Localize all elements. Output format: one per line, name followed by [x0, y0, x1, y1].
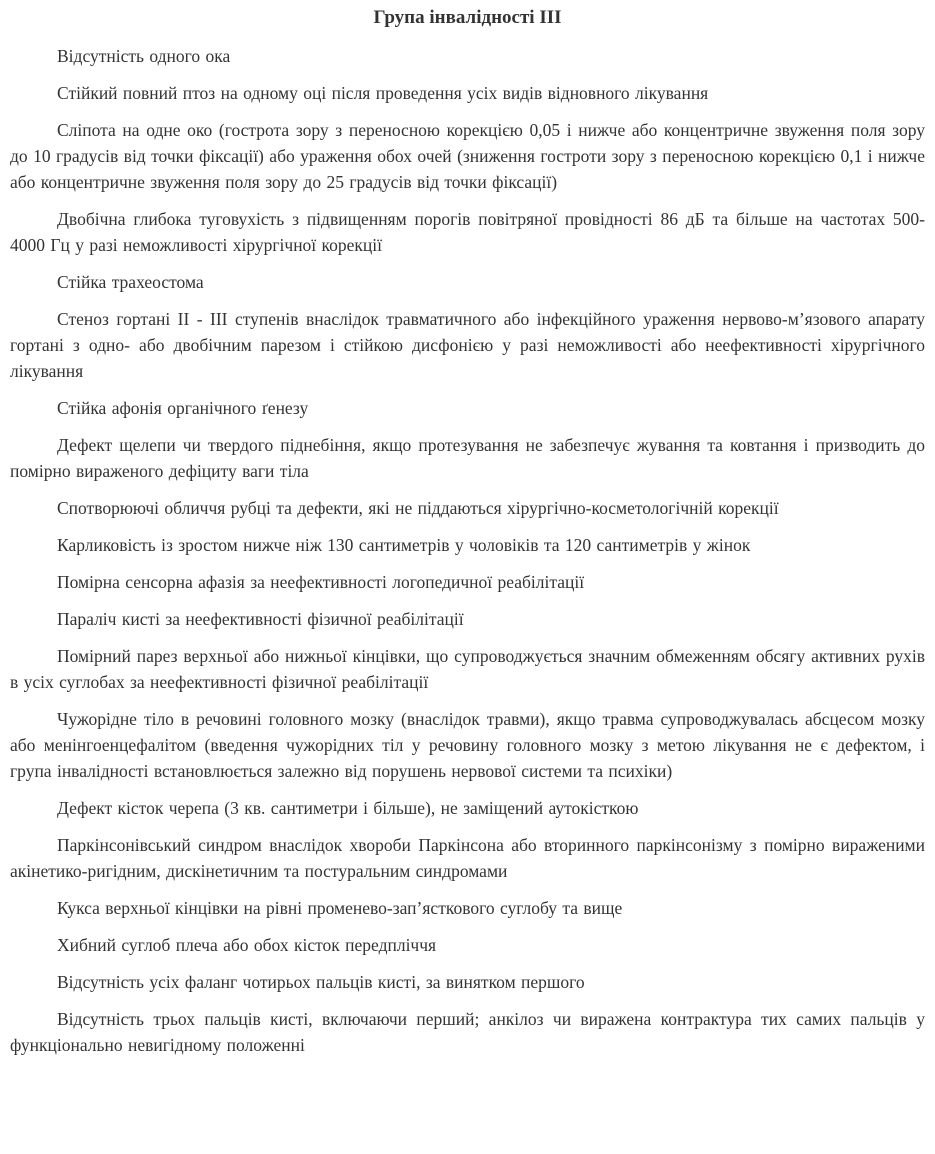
paragraph-parkinsonian-syndrome: Паркінсонівський синдром внаслідок хвороби Паркінсона або вторинного паркінсонізму з помірно вираженими акінетико-ригідним, дискінетичним та постуральним синдромами	[10, 835, 925, 881]
paragraph-persistent-aphonia: Стійка афонія органічного ґенезу	[57, 398, 309, 418]
document-title: Група інвалідності III	[373, 7, 562, 28]
paragraph-absence-of-one-eye: Відсутність одного ока	[57, 46, 231, 66]
paragraph-persistent-ptosis: Стійкий повний птоз на одному оці після проведення усіх видів відновного лікування	[57, 83, 709, 103]
paragraph-moderate-paresis: Помірний парез верхньої або нижньої кінцівки, що супроводжується значним обмеженням обсягу активних рухів в усіх суглобах за неефективності фізичної реабілітації	[10, 646, 925, 692]
paragraph-false-joint: Хибний суглоб плеча або обох кісток передпліччя	[57, 935, 437, 955]
paragraph-dwarfism: Карликовість із зростом нижче ніж 130 сантиметрів у чоловіків та 120 сантиметрів у жінок	[57, 535, 751, 555]
paragraph-upper-limb-stump: Кукса верхньої кінцівки на рівні променево-зап’ясткового суглобу та вище	[57, 898, 623, 918]
paragraph-absence-phalanges: Відсутність усіх фаланг чотирьох пальців кисті, за винятком першого	[57, 972, 585, 992]
paragraph-sensory-aphasia: Помірна сенсорна афазія за неефективності логопедичної реабілітації	[57, 572, 585, 592]
paragraph-skull-bone-defect: Дефект кісток черепа (3 кв. сантиметри і більше), не заміщений аутокісткою	[57, 798, 639, 818]
paragraph-foreign-body-brain: Чужорідне тіло в речовині головного мозку (внаслідок травми), якщо травма супроводжувалась абсцесом мозку або менінгоенцефалітом (введення чужорідних тіл у речовину головного мозку з метою лікування не є дефектом, і група інвалідності встановлюється залежно від порушень нервової системи та психіки)	[10, 709, 925, 781]
paragraph-absence-three-fingers: Відсутність трьох пальців кисті, включаючи перший; анкілоз чи виражена контрактура тих самих пальців у функціонально невигідному положенні	[10, 1009, 925, 1055]
paragraph-disfiguring-scars: Спотворюючі обличчя рубці та дефекти, які не піддаються хірургічно-косметологічній корекції	[57, 498, 779, 518]
paragraph-hand-paralysis: Параліч кисті за неефективності фізичної реабілітації	[57, 609, 464, 629]
paragraph-persistent-tracheostoma: Стійка трахеостома	[57, 272, 204, 292]
paragraph-bilateral-deafness: Двобічна глибока туговухість з підвищенням порогів повітряної провідності 86 дБ та більше на частотах 500-4000 Гц у разі неможливості хірургічної корекції	[10, 209, 925, 255]
paragraph-laryngeal-stenosis: Стеноз гортані II - III ступенів внаслідок травматичного або інфекційного ураження нервово-м’язового апарату гортані з одно- або двобічним парезом і стійкою дисфонією у разі неможливості або неефективності хірургічного лікування	[10, 309, 925, 381]
paragraph-blindness-one-eye: Сліпота на одне око (гострота зору з переносною корекцією 0,05 і нижче або концентричне звуження поля зору до 10 градусів від точки фіксації) або ураження обох очей (зниження гостроти зору з переносною корекцією 0,1 і нижче або концентричне звуження поля зору до 25 градусів від точки фіксації)	[10, 120, 925, 192]
paragraph-jaw-palate-defect: Дефект щелепи чи твердого піднебіння, якщо протезування не забезпечує жування та ковтання і призводить до помірно вираженого дефіциту ваги тіла	[10, 435, 925, 481]
